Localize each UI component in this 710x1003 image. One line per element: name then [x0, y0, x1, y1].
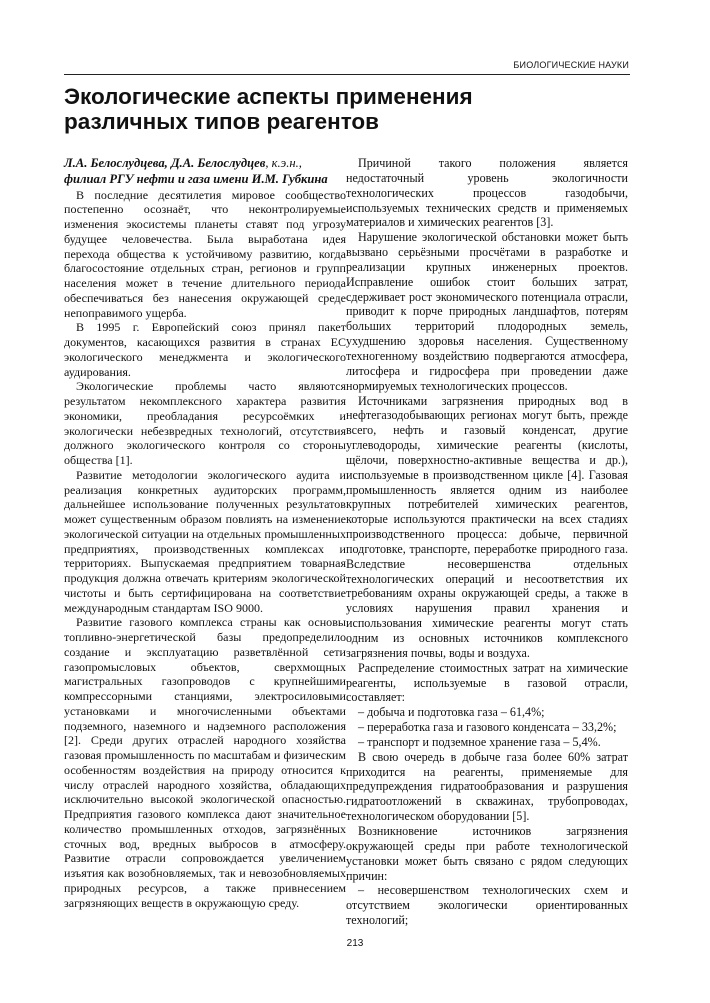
- article-title-line-2: различных типов реагентов: [64, 109, 379, 134]
- running-head-section: БИОЛОГИЧЕСКИЕ НАУКИ: [513, 60, 629, 70]
- article-title: [64, 84, 624, 134]
- paragraph: Источниками загрязнения природных вод в нефтегазодобывающих регионах могут быть, прежде всего, нефть и газовый конденсат, другие углеводороды, химические реагенты (кислоты, щёлочи, поверхностно-активные вещества и др.), используемые в производственном цикле [4]. Газовая промышленность является одним из наиболее крупных потребителей химических реагентов, которые используются практически на всех стадиях производственного процесса: добыче, первичной подготовке, транспорте, переработке природного газа. Вследствие несовершенства отдельных технологических операций и несоответствия их требованиям охраны окружающей среды, а также в условиях нарушения правил хранения и использования химические реагенты могут стать одним из основных источников комплексного загрязнения почвы, воды и воздуха.: [346, 393, 628, 660]
- paragraph: Причиной такого положения является недостаточный уровень экологичности технологических процессов газодобычи, используемых технических средств и применяемых материалов и химических реагентов [3].: [346, 156, 628, 230]
- paragraph: Развитие газового комплекса страны как основы топливно-энергетической базы предопределило создание и эксплуатацию разветвлённой сети газопромысловых объектов, сверхмощных магистральных газопроводов с крупнейшими компрессорными станциями, электросиловыми установками и многочисленными объектами подземного, наземного и надземного расположения [2]. Среди других отраслей народного хозяйства газовая промышленность по масштабам и физическим особенностям воздействия на природу относится к числу отраслей народного хозяйства, обладающих исключительно высокой экологической опасностью. Предприятия газового комплекса дают значительное количество промышленных отходов, загрязнённых сточных вод, вредных выбросов в атмосферу. Развитие отрасли сопровождается увеличением изъятия как возобновляемых, так и невозобновляемых природных ресурсов, а также привнесением загрязняющих веществ в окружающую среду.: [64, 615, 346, 910]
- list-item: – транспорт и подземное хранение газа – 5,4%.: [358, 734, 601, 749]
- paragraph: Развитие методологии экологического аудита и реализация конкретных аудиторских программ, дальнейшее использование полученных результатов может существенным образом повлиять на изменение экологической ситуации на отдельных промышленных предприятиях, производственных комплексах и территориях. Выпускаемая предприятием товарная продукция должна отвечать критериям экологической чистоты и быть сертифицирована на соответствие международным стандартам ISO 9000.: [64, 467, 346, 615]
- paragraph: В последние десятилетия мировое сообщество постепенно осознаёт, что неконтролируемые изменения экосистемы планеты ставят под угрозу будущее человечества. Была выработана идея перехода общества к устойчивому развитию, когда благосостояние отдельных стран, регионов и групп населения может в течение длительного периода обеспечиваться без нанесения окружающей среде непоправимого ущерба.: [64, 187, 346, 320]
- paragraph: В 1995 г. Европейский союз принял пакет документов, касающихся развития в странах ЕС экологического менеджмента и экологического аудирования.: [64, 320, 346, 379]
- author-2: Д.А. Белослудцев: [170, 156, 266, 170]
- list-item: – переработка газа и газового конденсата – 33,2%;: [358, 720, 617, 735]
- paragraph: В свою очередь в добыче газа более 60% затрат приходится на реагенты, применяемые для предупреждения гидратообразования и разрушения гидратоотложений в скважинах, трубопроводах, технологическом оборудовании [5].: [346, 749, 628, 824]
- author-block: Л.А. Белослудцева, Д.А. Белослудцев, к.э.н., филиал РГУ нефти и газа имени И.М. Губкина: [64, 156, 346, 188]
- author-1: Л.А. Белослудцева: [64, 156, 165, 170]
- left-column: [64, 156, 346, 910]
- paragraph: Нарушение экологической обстановки может быть вызвано серьёзными просчётами в разработке и реализации крупных инженерных проектов. Исправление ошибок стоит больших затрат, сдерживает рост экономического потенциала отрасли, приводит к порче природных ландшафтов, потерям больших территорий плодородных земель, ухудшению здоровья населения. Существенному техногенному воздействию подвергаются атмосфера, литосфера и гидросфера при проведении даже нормируемых технологических процессов.: [346, 230, 628, 393]
- affiliation: филиал РГУ нефти и газа имени И.М. Губкина: [64, 171, 328, 186]
- list-item: – несовершенством технологических схем и отсутствием экологически ориентированных технологий;: [346, 883, 628, 928]
- right-column: [346, 156, 628, 928]
- paragraph: Распределение стоимостных затрат на химические реагенты, используемые в газовой отрасли, составляет:: [346, 660, 628, 705]
- author-2-degree: к.э.н.,: [271, 156, 302, 170]
- header-divider: [64, 74, 630, 75]
- article-title-line-1: Экологические аспекты применения: [64, 84, 473, 109]
- paragraph: Экологические проблемы часто являются результатом некомплексного характера развития экономики, преобладания ресурсоёмких и экологически небезвредных технологий, отсутствия должного экологического контроля со стороны общества [1].: [64, 379, 346, 468]
- paragraph: Возникновение источников загрязнения окружающей среды при работе технологической установки может быть связано с рядом следующих причин:: [346, 823, 628, 883]
- list-item: – добыча и подготовка газа – 61,4%;: [358, 705, 545, 720]
- page-number: 213: [346, 938, 364, 949]
